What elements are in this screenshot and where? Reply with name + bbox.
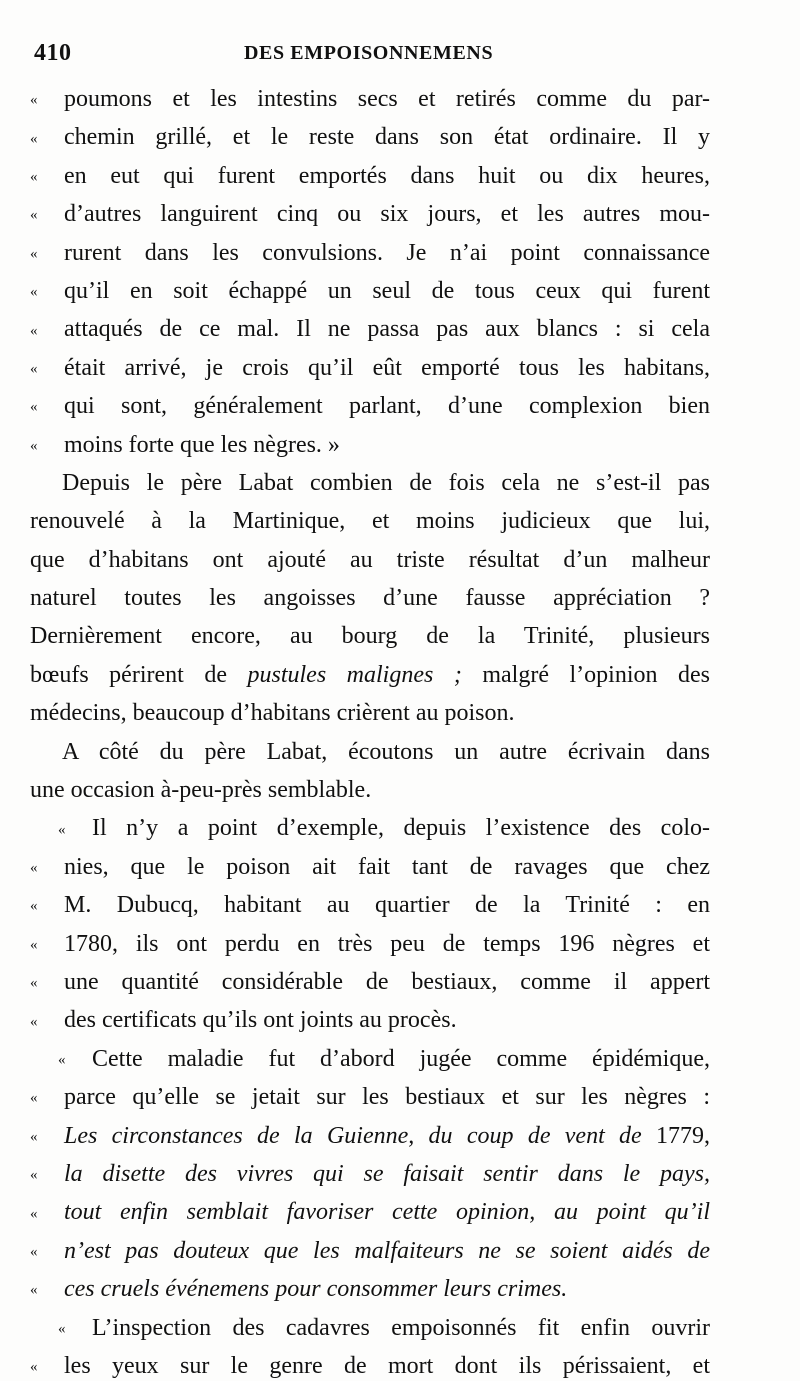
italic-line: tout enfin semblait favoriser cette opinion, au point qu’il <box>64 1199 710 1226</box>
text-line <box>30 963 710 1001</box>
quote-mark: « <box>30 92 38 109</box>
line-text: attaqués de ce mal. Il ne passa pas aux blancs : si cela <box>64 316 710 343</box>
quote-mark: « <box>30 437 38 454</box>
quote-mark: « <box>30 1090 38 1107</box>
text-line <box>30 1117 710 1155</box>
text-line <box>30 157 710 195</box>
text-line <box>30 771 710 809</box>
quote-mark: « <box>58 821 66 838</box>
line-text: nies, que le poison ait fait tant de ravages que chez <box>64 853 710 880</box>
line-text: les yeux sur le genre de mort dont ils périssaient, et <box>64 1352 710 1379</box>
line-text: des certificats qu’ils ont joints au procès. <box>64 1007 457 1034</box>
line-text: rurent dans les convulsions. Je n’ai point connaissance <box>64 239 710 266</box>
text-line <box>30 1193 710 1231</box>
text-line <box>30 1232 710 1270</box>
text-line <box>30 848 710 886</box>
text-line <box>30 809 710 847</box>
quote-mark: « <box>30 399 38 416</box>
text-line <box>30 1309 710 1347</box>
line-text-mixed <box>30 656 710 694</box>
line-text: chemin grillé, et le reste dans son état ordinaire. Il y <box>64 124 710 151</box>
quote-mark: « <box>58 1320 66 1337</box>
text-line <box>30 502 710 540</box>
text-line <box>30 195 710 233</box>
italic-line: la disette des vivres qui se faisait sentir dans le pays, <box>64 1160 710 1187</box>
quote-mark: « <box>30 130 38 147</box>
text-line <box>30 272 710 310</box>
quote-mark: « <box>58 1052 66 1069</box>
line-text: M. Dubucq, habitant au quartier de la Trinité : en <box>64 892 710 919</box>
text-line <box>30 656 710 694</box>
line-text: était arrivé, je crois qu’il eût emporté tous les habitans, <box>64 354 710 381</box>
quote-mark: « <box>30 1205 38 1222</box>
text-line <box>30 80 710 118</box>
italic-phrase: Les circonstances de la Guienne, du coup de vent de <box>64 1122 656 1149</box>
quote-mark: « <box>30 322 38 339</box>
quote-mark: « <box>30 936 38 953</box>
text-line <box>30 1001 710 1039</box>
quote-mark: « <box>30 1167 38 1184</box>
quote-mark: « <box>30 975 38 992</box>
page-number: 410 <box>34 40 72 66</box>
line-text: naturel toutes les angoisses d’une fausse appréciation ? <box>30 585 710 612</box>
line-text: A côté du père Labat, écoutons un autre écrivain dans <box>62 738 710 765</box>
line-text: qu’il en soit échappé un seul de tous ceux qui furent <box>64 277 710 304</box>
quote-mark: « <box>30 1282 38 1299</box>
quote-mark: « <box>30 1128 38 1145</box>
italic-line: n’est pas douteux que les malfaiteurs ne se soient aidés de <box>64 1237 710 1264</box>
quote-mark: « <box>30 1244 38 1260</box>
italic-line: ces cruels événemens pour consommer leurs crimes. <box>64 1276 568 1303</box>
line-text-mixed <box>64 1117 710 1155</box>
text-line <box>30 617 710 655</box>
text-line <box>30 1155 710 1193</box>
line-text: moins forte que les nègres. » <box>64 431 340 458</box>
text-line <box>30 925 710 963</box>
line-text: qui sont, généralement parlant, d’une complexion bien <box>64 393 710 420</box>
text-line <box>30 541 710 579</box>
line-text-part: 1779, <box>656 1122 710 1149</box>
line-text: d’autres languirent cinq ou six jours, et les autres mou- <box>64 201 710 228</box>
text-line <box>30 234 710 272</box>
text-line <box>30 733 710 771</box>
quote-mark: « <box>30 207 38 224</box>
text-line <box>30 1040 710 1078</box>
text-line <box>30 694 710 732</box>
text-line <box>30 1347 710 1385</box>
text-line <box>30 426 710 464</box>
quote-mark: « <box>30 860 38 877</box>
italic-phrase: pustules malignes ; <box>247 661 462 688</box>
line-text: Dernièrement encore, au bourg de la Trinité, plusieurs <box>30 623 710 650</box>
text-line <box>30 464 710 502</box>
line-text: renouvelé à la Martinique, et moins judicieux que lui, <box>30 508 710 535</box>
quote-mark: « <box>30 1359 38 1376</box>
line-text: 1780, ils ont perdu en très peu de temps 196 nègres et <box>64 930 710 957</box>
line-text: une quantité considérable de bestiaux, comme il appert <box>64 968 710 995</box>
line-text-part: bœufs périrent de <box>30 661 248 688</box>
text-line <box>30 349 710 387</box>
line-text: une occasion à-peu-près semblable. <box>30 777 372 804</box>
page-header <box>34 40 754 76</box>
line-text: L’inspection des cadavres empoisonnés fit enfin ouvrir <box>92 1314 710 1341</box>
line-text: Cette maladie fut d’abord jugée comme épidémique, <box>92 1045 710 1072</box>
quote-mark: « <box>30 284 38 301</box>
running-title: DES EMPOISONNEMENS <box>244 42 494 64</box>
line-text: que d’habitans ont ajouté au triste résultat d’un malheur <box>30 546 710 573</box>
line-text: poumons et les intestins secs et retirés comme du par- <box>64 86 710 112</box>
text-line <box>30 579 710 617</box>
quote-mark: « <box>30 245 38 262</box>
text-line <box>30 118 710 156</box>
line-text-part: malgré l’opinion des <box>461 661 710 688</box>
quote-mark: « <box>30 169 38 186</box>
text-line <box>30 1078 710 1116</box>
body-text <box>30 80 710 1385</box>
line-text: médecins, beaucoup d’habitans crièrent au poison. <box>30 700 515 727</box>
line-text: en eut qui furent emportés dans huit ou dix heures, <box>64 162 710 189</box>
line-text: Depuis le père Labat combien de fois cela ne s’est-il pas <box>62 469 710 496</box>
text-line <box>30 310 710 348</box>
text-line <box>30 886 710 924</box>
text-line <box>30 387 710 425</box>
line-text: Il n’y a point d’exemple, depuis l’existence des colo- <box>92 815 710 842</box>
text-line <box>30 1270 710 1308</box>
quote-mark: « <box>30 1013 38 1030</box>
quote-mark: « <box>30 898 38 915</box>
quote-mark: « <box>30 361 38 378</box>
line-text: parce qu’elle se jetait sur les bestiaux et sur les nègres : <box>64 1084 710 1111</box>
